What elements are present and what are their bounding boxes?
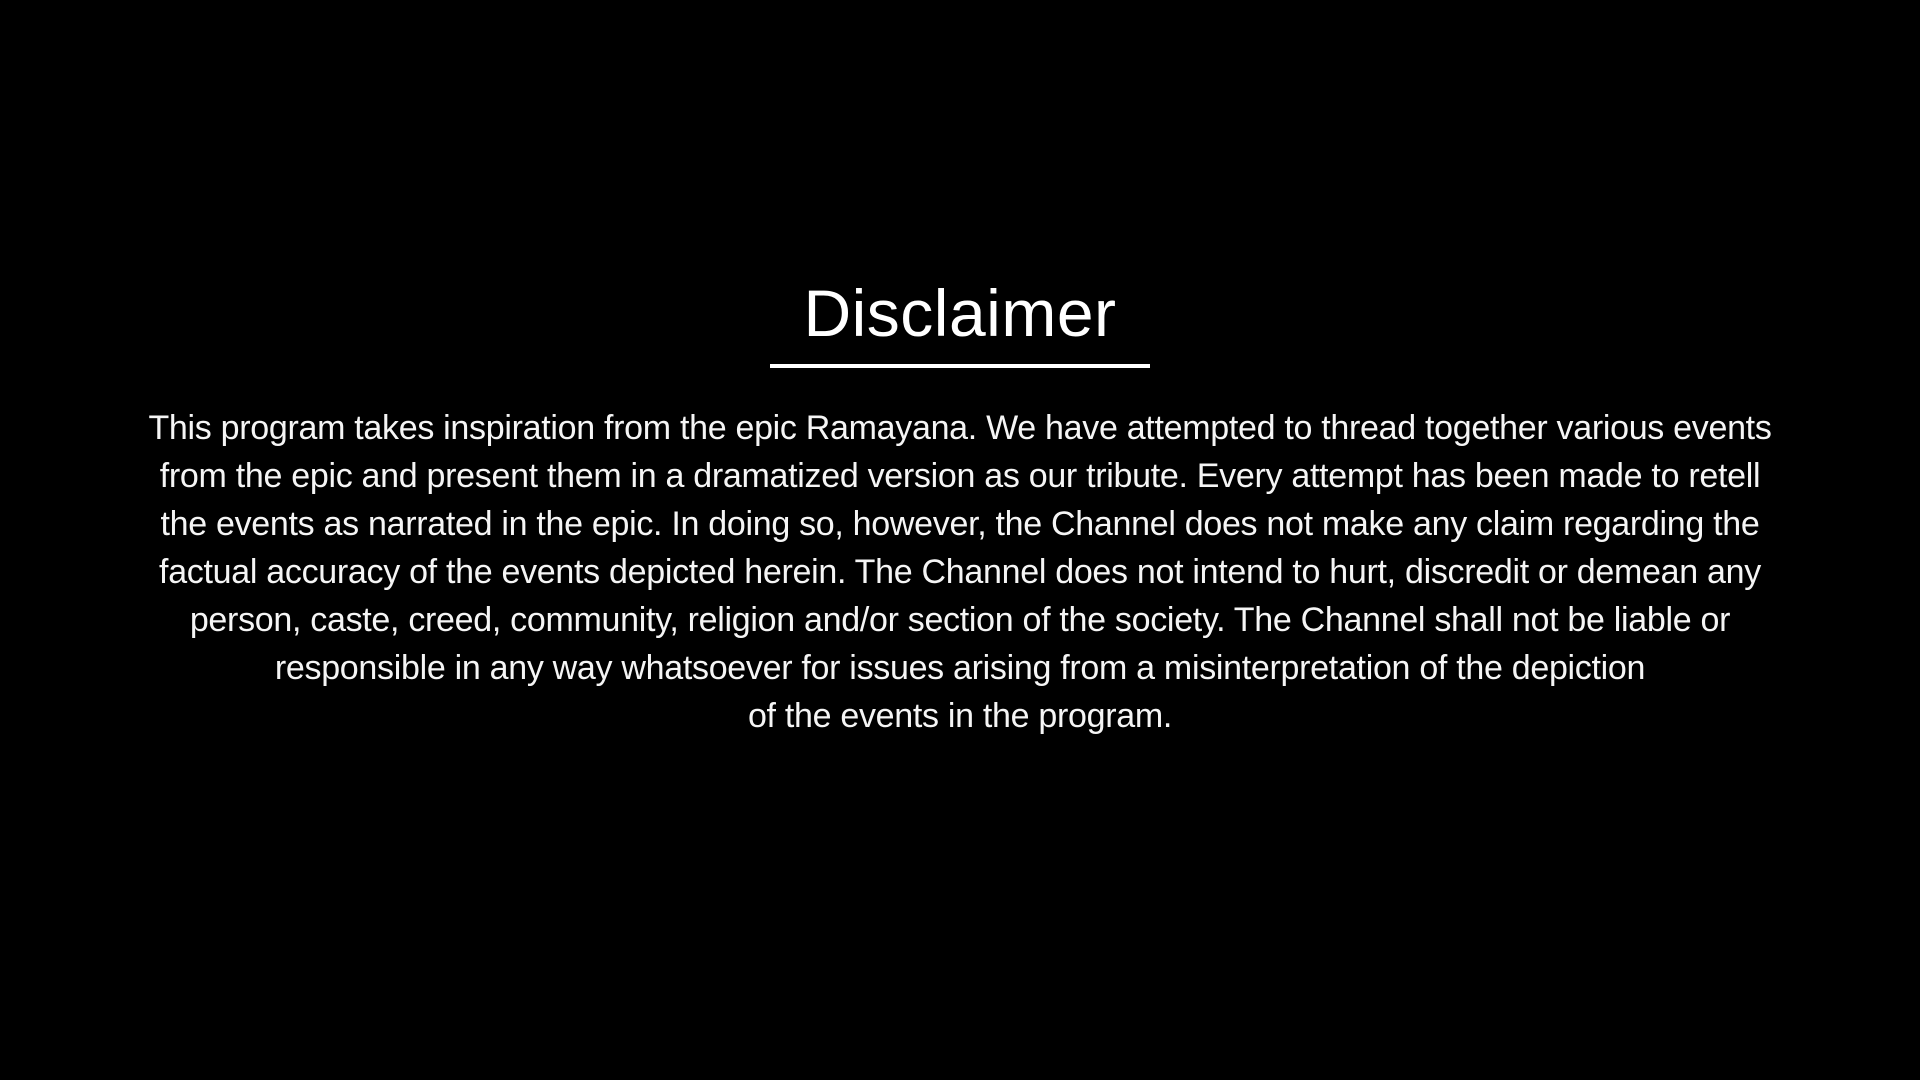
disclaimer-line: from the epic and present them in a dramatized version as our tribute. Every attempt has been made to retell	[159, 457, 1761, 495]
disclaimer-line: person, caste, creed, community, religion and/or section of the society. The Channel shall not be liable or	[189, 601, 1731, 639]
disclaimer-line: factual accuracy of the events depicted herein. The Channel does not intend to hurt, discredit or demean any	[159, 553, 1761, 591]
disclaimer-text	[0, 404, 1920, 740]
page-title: Disclaimer	[803, 276, 1117, 350]
disclaimer-line: responsible in any way whatsoever for issues arising from a misinterpretation of the depiction	[274, 649, 1646, 687]
disclaimer-line: the events as narrated in the epic. In doing so, however, the Channel does not make any claim regarding the	[160, 505, 1760, 543]
title-underline	[770, 364, 1150, 368]
disclaimer-line: of the events in the program.	[747, 697, 1173, 735]
disclaimer-line: This program takes inspiration from the epic Ramayana. We have attempted to thread together various events	[148, 409, 1772, 447]
